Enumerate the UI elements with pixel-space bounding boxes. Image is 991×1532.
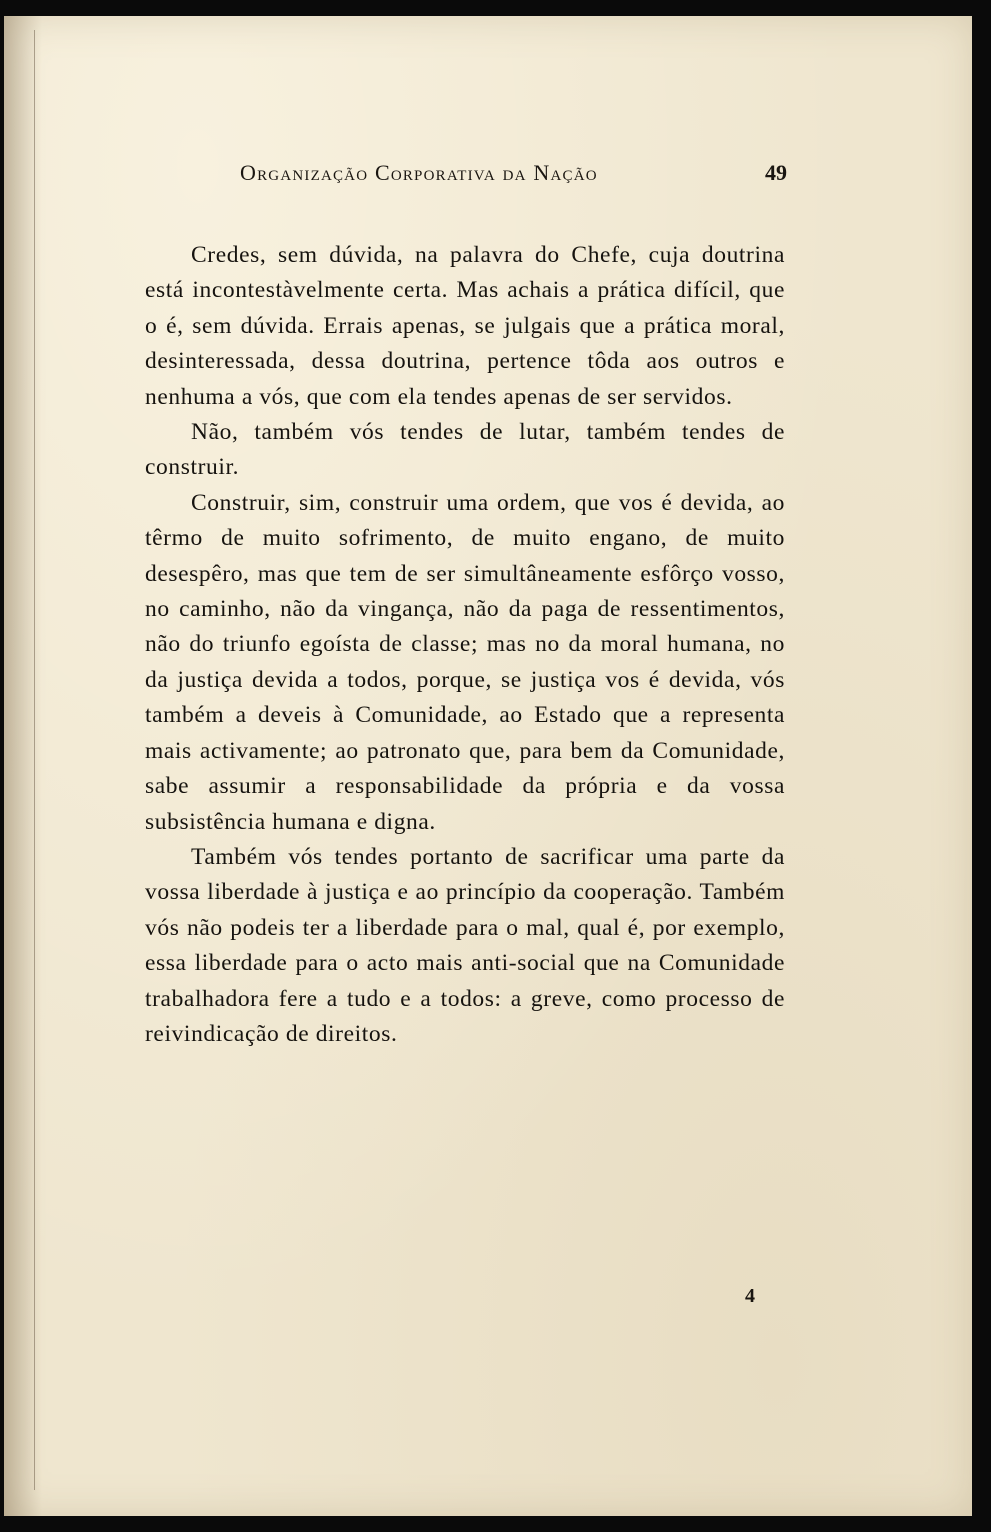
paragraph-4: Também vós tendes portanto de sacrificar uma parte da vossa liberdade à justiça e ao princípio da cooperação. Também vós não podeis ter a liberdade para o mal, qual é, por exemplo, essa liberdade para o acto mais anti-social que na Comunidade trabalhadora fere a tudo e a todos: a greve, como processo de reivindicação de direitos. (145, 843, 785, 1047)
paragraph-2: Não, também vós tendes de lutar, também tendes de construir. (145, 419, 785, 481)
paragraph-1: Credes, sem dúvida, na palavra do Chefe, cuja doutrina está incontestàvelmente certa. Mas achais a prática difícil, que o é, sem dúvida. Errais apenas, se julgais que a prática moral, desinteressada, dessa doutrina, pertence tôda aos outros e nenhuma a vós, que com ela tendes apenas de ser servidos. (145, 242, 785, 410)
body-text (145, 238, 785, 1052)
binding-edge-line (34, 30, 35, 1490)
signature-mark: 4 (745, 1285, 755, 1307)
running-head (140, 160, 787, 192)
running-head-title: Organização Corporativa da Nação (240, 160, 598, 185)
page-number: 49 (765, 160, 787, 185)
paragraph-3: Construir, sim, construir uma ordem, que vos é devida, ao têrmo de muito sofrimento, de muito engano, de muito desespêro, mas que tem de ser simultâneamente esfôrço vosso, no caminho, não da vingança, não da paga de ressentimentos, não do triunfo egoísta de classe; mas no da moral humana, no da justiça devida a todos, porque, se justiça vos é devida, vós também a deveis à Comunidade, ao Estado que a representa mais activamente; ao patronato que, para bem da Comunidade, sabe assumir a responsabilidade da própria e da vossa subsistência humana e digna. (145, 489, 785, 835)
binding-gutter-shadow (4, 16, 42, 1516)
